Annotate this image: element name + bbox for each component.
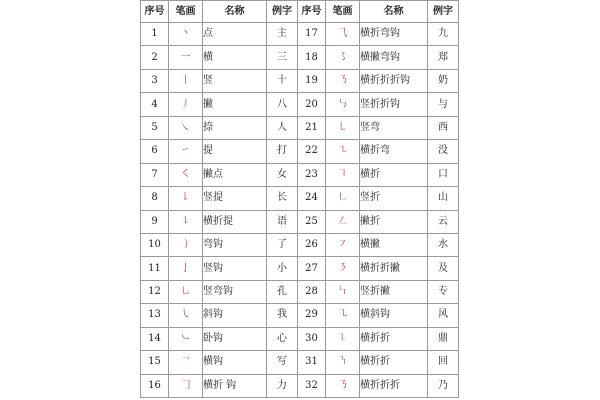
example-char-right: 专 [428, 280, 459, 303]
stroke-glyph-right: ㇅ [326, 327, 360, 350]
example-char-right: 风 [428, 304, 459, 327]
stroke-glyph-left: ㇂ [169, 304, 203, 327]
header-cell-name-right: 名称 [360, 1, 428, 23]
example-char-left: 打 [267, 140, 298, 163]
example-char-right: 口 [428, 163, 459, 186]
example-char-right: 云 [428, 210, 459, 233]
table-row [141, 140, 459, 163]
stroke-index-left: 15 [141, 351, 169, 374]
stroke-index-left: 10 [141, 233, 169, 256]
stroke-index-right: 17 [298, 23, 326, 46]
example-char-left: 语 [267, 210, 298, 233]
stroke-glyph-right: ㇡ [326, 374, 360, 397]
stroke-glyph-left: 亅 [169, 257, 203, 280]
stroke-index-right: 29 [298, 304, 326, 327]
header-cell-example-right: 例字 [428, 1, 459, 23]
example-char-right: 回 [428, 351, 459, 374]
stroke-index-left: 1 [141, 23, 169, 46]
stroke-index-right: 18 [298, 46, 326, 69]
stroke-name-left: 提 [203, 140, 267, 163]
stroke-name-right: 横折折 [360, 351, 428, 374]
example-char-right: 奶 [428, 69, 459, 92]
stroke-glyph-right: ㇗ [326, 187, 360, 210]
example-char-right: 没 [428, 140, 459, 163]
stroke-glyph-left: ㇊ [169, 210, 203, 233]
stroke-name-left: 撇 [203, 93, 267, 116]
table-row [141, 116, 459, 139]
example-char-right: 及 [428, 257, 459, 280]
stroke-glyph-right: ㇍ [326, 140, 360, 163]
table-row [141, 351, 459, 374]
example-char-right: 与 [428, 93, 459, 116]
table-row [141, 327, 459, 350]
header-cell-index-left: 序号 [141, 1, 169, 23]
stroke-name-right: 横折折 [360, 327, 428, 350]
stroke-index-right: 23 [298, 163, 326, 186]
stroke-glyph-right: ㇎ [326, 351, 360, 374]
stroke-index-left: 6 [141, 140, 169, 163]
stroke-name-right: 横折折折 [360, 374, 428, 397]
table-row [141, 93, 459, 116]
stroke-index-left: 13 [141, 304, 169, 327]
stroke-index-left: 12 [141, 280, 169, 303]
example-char-left: 写 [267, 351, 298, 374]
example-char-left: 十 [267, 69, 298, 92]
header-cell-index-right: 序号 [298, 1, 326, 23]
stroke-index-left: 2 [141, 46, 169, 69]
stroke-index-right: 27 [298, 257, 326, 280]
stroke-glyph-right: ㇈ [326, 304, 360, 327]
stroke-glyph-right: ㇇ [326, 233, 360, 256]
stroke-glyph-right: ⺄ [326, 23, 360, 46]
stroke-name-right: 横折折折钩 [360, 69, 428, 92]
example-char-left: 主 [267, 23, 298, 46]
stroke-glyph-right: ㇌ [326, 46, 360, 69]
stroke-index-left: 16 [141, 374, 169, 397]
example-char-left: 力 [267, 374, 298, 397]
header-cell-name-left: 名称 [203, 1, 267, 23]
stroke-index-left: 8 [141, 187, 169, 210]
stroke-glyph-right: ㇋ [326, 257, 360, 280]
table-row [141, 233, 459, 256]
table-row [141, 210, 459, 233]
stroke-name-right: 横折弯 [360, 140, 428, 163]
example-char-left: 小 [267, 257, 298, 280]
stroke-index-left: 11 [141, 257, 169, 280]
example-char-left: 八 [267, 93, 298, 116]
stroke-name-left: 竖 [203, 69, 267, 92]
stroke-index-right: 30 [298, 327, 326, 350]
stroke-index-left: 4 [141, 93, 169, 116]
stroke-index-right: 22 [298, 140, 326, 163]
stroke-glyph-left: 𠃌 [169, 374, 203, 397]
stroke-index-right: 32 [298, 374, 326, 397]
stroke-name-left: 横折 钩 [203, 374, 267, 397]
example-char-right: 鼎 [428, 327, 459, 350]
example-char-right: 九 [428, 23, 459, 46]
stroke-name-left: 竖提 [203, 187, 267, 210]
stroke-name-left: 横钩 [203, 351, 267, 374]
stroke-glyph-left: 丨 [169, 69, 203, 92]
table-row [141, 374, 459, 397]
stroke-index-right: 20 [298, 93, 326, 116]
example-char-left: 人 [267, 116, 298, 139]
header-cell-stroke-left: 笔画 [169, 1, 203, 23]
stroke-index-left: 3 [141, 69, 169, 92]
example-char-left: 女 [267, 163, 298, 186]
stroke-glyph-right: ㇄ [326, 116, 360, 139]
stroke-name-left: 竖弯钩 [203, 280, 267, 303]
table-row [141, 187, 459, 210]
example-char-left: 三 [267, 46, 298, 69]
example-char-left: 我 [267, 304, 298, 327]
example-char-left: 心 [267, 327, 298, 350]
stroke-name-right: 横折弯钩 [360, 23, 428, 46]
example-char-right: 郑 [428, 46, 459, 69]
table-row [141, 69, 459, 92]
table-row [141, 46, 459, 69]
stroke-glyph-left: ㇀ [169, 140, 203, 163]
stroke-index-right: 28 [298, 280, 326, 303]
stroke-name-left: 横 [203, 46, 267, 69]
stroke-name-left: 卧钩 [203, 327, 267, 350]
table-row [141, 257, 459, 280]
stroke-name-right: 横折折撇 [360, 257, 428, 280]
table-row [141, 280, 459, 303]
stroke-index-left: 9 [141, 210, 169, 233]
example-char-right: 西 [428, 116, 459, 139]
example-char-left: 孔 [267, 280, 298, 303]
stroke-glyph-left: 一 [169, 46, 203, 69]
example-char-right: 水 [428, 233, 459, 256]
stroke-glyph-left: 丶 [169, 23, 203, 46]
example-char-right: 乃 [428, 374, 459, 397]
stroke-glyph-left: ㇃ [169, 327, 203, 350]
stroke-name-right: 横斜钩 [360, 304, 428, 327]
stroke-index-right: 19 [298, 69, 326, 92]
stroke-index-right: 26 [298, 233, 326, 256]
stroke-name-right: 竖弯 [360, 116, 428, 139]
example-char-right: 山 [428, 187, 459, 210]
stroke-glyph-left: ㇏ [169, 116, 203, 139]
stroke-name-right: 竖折折钩 [360, 93, 428, 116]
stroke-name-left: 弯钩 [203, 233, 267, 256]
stroke-glyph-right: ㇞ [326, 280, 360, 303]
stroke-table [140, 0, 459, 398]
stroke-glyph-right: ㇕ [326, 163, 360, 186]
header-cell-example-left: 例字 [267, 1, 298, 23]
stroke-name-left: 点 [203, 23, 267, 46]
stroke-name-right: 横撇 [360, 233, 428, 256]
stroke-index-right: 31 [298, 351, 326, 374]
stroke-name-right: 撇折 [360, 210, 428, 233]
stroke-index-left: 7 [141, 163, 169, 186]
example-char-left: 了 [267, 233, 298, 256]
stroke-name-right: 竖折 [360, 187, 428, 210]
example-char-left: 长 [267, 187, 298, 210]
stroke-index-left: 14 [141, 327, 169, 350]
stroke-glyph-left: ㇁ [169, 233, 203, 256]
stroke-name-right: 横折 [360, 163, 428, 186]
stroke-glyph-right: ㇜ [326, 210, 360, 233]
header-row [141, 1, 459, 23]
table-row [141, 163, 459, 186]
stroke-name-left: 捺 [203, 116, 267, 139]
stroke-glyph-right: ㇉ [326, 93, 360, 116]
stroke-name-right: 竖折撇 [360, 280, 428, 303]
stroke-name-left: 竖钩 [203, 257, 267, 280]
stroke-glyph-left: ㇙ [169, 187, 203, 210]
stroke-name-left: 横折提 [203, 210, 267, 233]
stroke-glyph-right: ㇡ [326, 69, 360, 92]
stroke-glyph-left: ㇟ [169, 280, 203, 303]
stroke-glyph-left: 丿 [169, 93, 203, 116]
stroke-name-left: 斜钩 [203, 304, 267, 327]
stroke-index-right: 25 [298, 210, 326, 233]
stroke-index-right: 21 [298, 116, 326, 139]
table-row [141, 304, 459, 327]
stroke-name-right: 横撇弯钩 [360, 46, 428, 69]
stroke-index-right: 24 [298, 187, 326, 210]
table-row [141, 23, 459, 46]
header-cell-stroke-right: 笔画 [326, 1, 360, 23]
stroke-index-left: 5 [141, 116, 169, 139]
stroke-glyph-left: ㇖ [169, 351, 203, 374]
stroke-name-left: 撇点 [203, 163, 267, 186]
stroke-glyph-left: ㇛ [169, 163, 203, 186]
